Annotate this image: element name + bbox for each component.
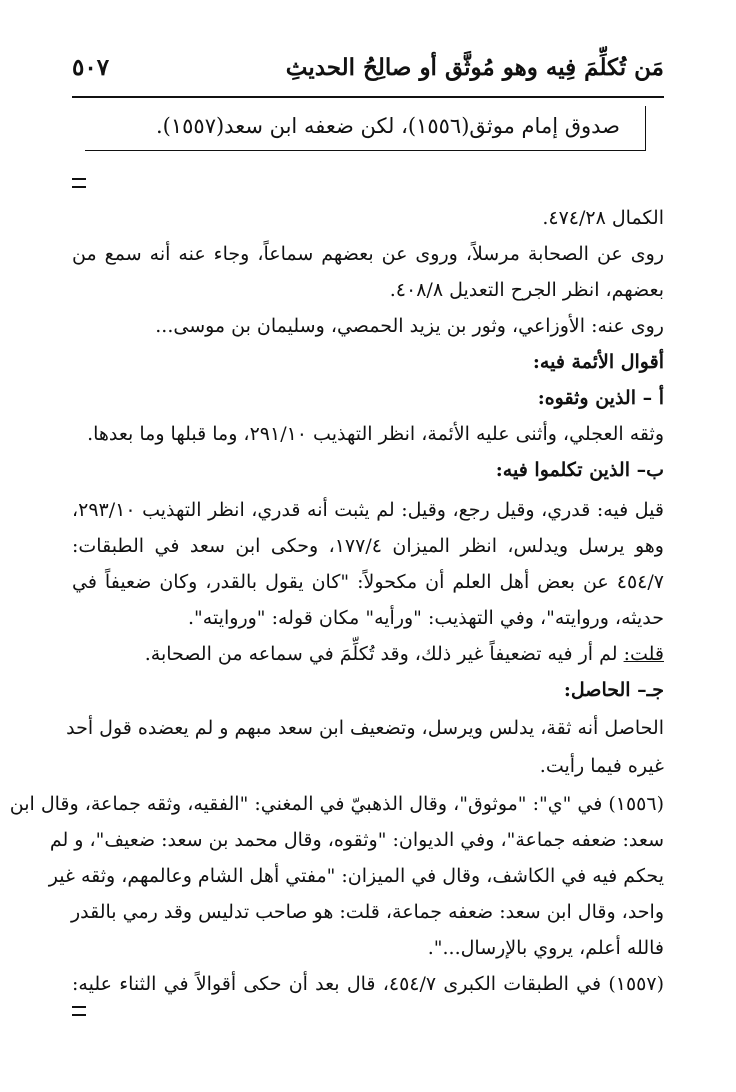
- section-separator: [72, 178, 86, 188]
- author-remark: [72, 640, 664, 668]
- footnote-continuation-mark: [72, 1006, 86, 1016]
- header-rule: [72, 96, 664, 98]
- criticized-line-1: قيل فيه: قدري، وقيل رجع، وقيل: لم يثبت أنه قدري، انظر التهذيب ٢٩٣/١٠،: [72, 499, 664, 521]
- footnote-1556-line-3: يحكم فيه في الكاشف، وقال في الميزان: "مفتي أهل الشام وعالمهم، وثقه غير: [48, 865, 664, 887]
- footnote-1556-line-4: واحد، وقال ابن سعد: ضعفه جماعة، قلت: هو صاحب تدليس وقد رمي بالقدر: [70, 901, 664, 923]
- verdict-quote: صدوق إمام موثق(١٥٥٦)، لكن ضعفه ابن سعد(١٥٥٧).: [155, 114, 620, 138]
- page-number: ٥٠٧: [72, 54, 110, 81]
- criticized-line-3: ٤٥٤/٧ عن بعض أهل العلم أن مكحولاً: "كان يقول بالقدر، وكان ضعيفاً في: [72, 571, 664, 593]
- running-header-title: مَن تُكلِّمَ فِيه وهو مُوثَّق أو صالِحُ الحديثِ: [285, 54, 664, 81]
- kamil-reference: الكمال ٤٧٤/٢٨.: [542, 207, 664, 229]
- narrators-from-him: روى عنه: الأوزاعي، وثور بن يزيد الحمصي، وسليمان بن موسى...: [155, 315, 664, 337]
- footnote-1556-line-5: فالله أعلم، يروي بالإرسال...".: [427, 937, 664, 959]
- footnote-1557-line-1: (١٥٥٧) في الطبقات الكبرى ٤٥٤/٧، قال بعد أن حكى أقوالاً في الثناء عليه:: [72, 973, 664, 995]
- footnote-1556-line-1: (١٥٥٦) في "ي": "موثوق"، وقال الذهبيّ في المغني: "الفقيه، وثقه جماعة، وقال ابن: [9, 793, 664, 815]
- trusted-text: وثقه العجلي، وأثنى عليه الأئمة، انظر التهذيب ٢٩١/١٠، وما قبلها وما بعدها.: [87, 423, 664, 445]
- conclusion-line-1: الحاصل أنه ثقة، يدلس ويرسل، وتضعيف ابن سعد مبهم و لم يعضده قول أحد: [66, 717, 664, 739]
- criticized-line-2: وهو يرسل ويدلس، انظر الميزان ١٧٧/٤، وحكى ابن سعد في الطبقات:: [72, 535, 664, 557]
- trusted-heading: أ – الذين وثقوه:: [537, 387, 664, 409]
- narration-line-2: بعضهم، انظر الجرح التعديل ٤٠٨/٨.: [389, 279, 664, 301]
- conclusion-line-2: غيره فيما رأيت.: [539, 755, 664, 777]
- narration-line-1: روى عن الصحابة مرسلاً، وروى عن بعضهم سماعاً، وجاء عنه أنه سمع من: [72, 243, 664, 265]
- author-remark-label: قلت:: [623, 643, 664, 665]
- conclusion-heading: جـ– الحاصل:: [563, 679, 664, 701]
- imams-sayings-heading: أقوال الأئمة فيه:: [532, 351, 664, 373]
- criticized-heading: ب– الذين تكلموا فيه:: [495, 459, 664, 481]
- author-remark-text: لم أر فيه تضعيفاً غير ذلك، وقد تُكلِّمَ في سماعه من الصحابة.: [144, 643, 624, 665]
- criticized-line-4: حديثه، وروايته"، وفي التهذيب: "ورأيه" مكان قوله: "وروايته".: [188, 607, 664, 629]
- footnote-1556-line-2: سعد: ضعفه جماعة"، وفي الديوان: "وثقوه، وقال محمد بن سعد: ضعيف"، و لم: [49, 829, 664, 851]
